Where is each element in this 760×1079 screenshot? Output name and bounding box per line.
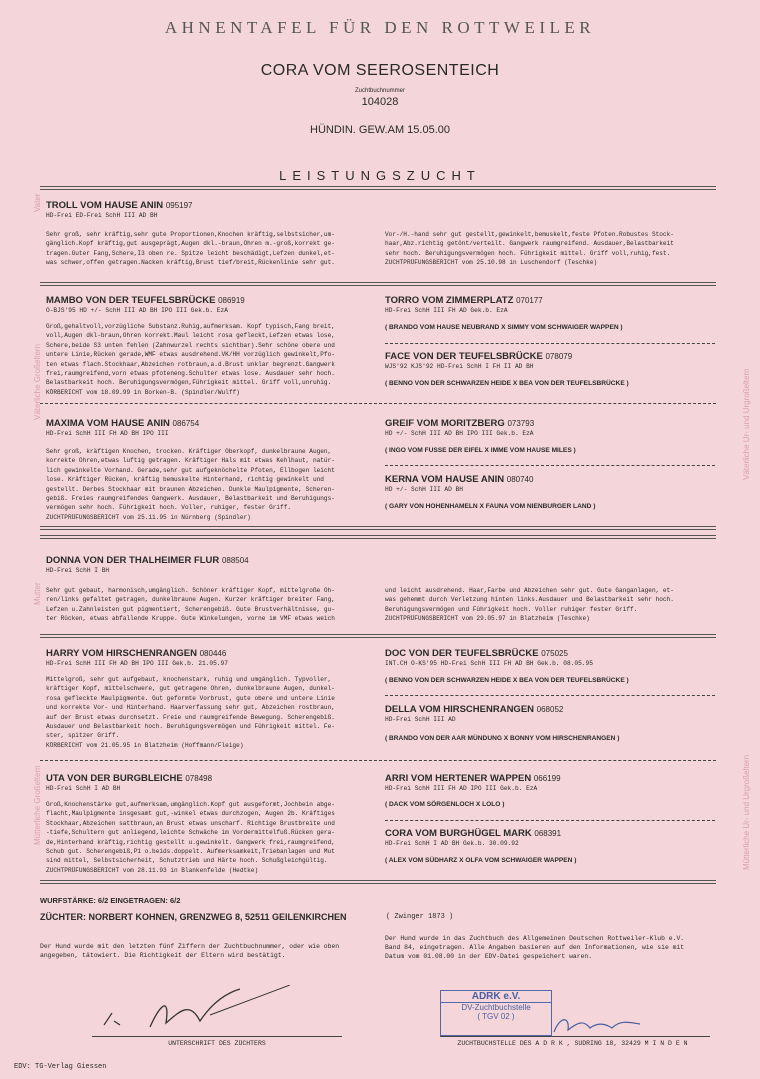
ugp4-name: KERNA VOM HAUSE ANIN 080740 xyxy=(385,474,534,485)
divider xyxy=(385,820,715,821)
ugp8-info: HD-Frei SchH I AD BH Gek.b. 30.09.92 xyxy=(385,840,519,847)
breeder-signature xyxy=(90,985,290,1035)
side-label-mother: Mutter xyxy=(33,582,42,605)
breeder: ZÜCHTER: NORBERT KOHNEN, GRENZWEG 8, 52511 GEILENKIRCHEN xyxy=(40,912,347,922)
grandsire-paternal-name: MAMBO VON DER TEUFELSBRÜCKE 086919 xyxy=(46,295,245,306)
ugp4-parents: ( GARY VON HOHENHAMELN X FAUNA VOM NIENBURGER LAND ) xyxy=(385,503,596,510)
zuchtbuch-label: Zuchtbuchnummer xyxy=(354,88,406,94)
grandsire-paternal-info: O-BJS'95 HD +/- SchH III AD BH IPO III Gek.b. EzA xyxy=(46,307,228,314)
edv-publisher: EDV: TG-Verlag Giessen xyxy=(14,1063,107,1071)
adrk-stamp: ADRK e.V. DV-Zuchtbuchstelle ( TGV 02 ) xyxy=(440,990,552,1036)
ugp5-parents: ( BENNO VON DER SCHWARZEN HEIDE X BEA VON DER TEUFELSBRÜCKE ) xyxy=(385,677,629,684)
registry-line xyxy=(440,1036,710,1037)
ugp1-name: TORRO VOM ZIMMERPLATZ 070177 xyxy=(385,295,543,306)
divider xyxy=(385,695,715,696)
ugp1-parents: ( BRANDO VOM HAUSE NEUBRAND X SIMMY VOM SCHWAIGER WAPPEN ) xyxy=(385,324,623,331)
father-name: TROLL VOM HAUSE ANIN 095197 xyxy=(46,200,193,211)
granddam-paternal-info: HD-Frei SchH III FH AD BH IPO III xyxy=(46,430,169,437)
granddam-maternal-info: HD-Frei SchH I AD BH xyxy=(46,785,121,792)
ugp3-info: HD +/- SchH III AD BH IPO III Gek.b. EzA xyxy=(385,430,534,437)
father-description-right: Vor-/H.-hand sehr gut gestellt,gewinkelt,bemuskelt,feste Pfoten.Robustes Stock- haar,Abz.richtig getönt/verteilt. Gangwerk raumgreifend. Ausdauer,Belastbarkeit sehr hoch. Beruhigungsvermögen hoch. Führigkeit mittel. Griff voll,ruhig,fest. ZUCHTPRÜFUNGSBERICHT vom 25.10.98 in Luschendorf (Teschke) xyxy=(385,231,674,267)
ugp6-info: HD-Frei SchH III AD xyxy=(385,716,456,723)
side-label-paternal-grandparents: Väterliche Großeltern xyxy=(33,343,42,420)
granddam-maternal-description: Groß,Knochenstärke gut,aufmerksam,umgänglich.Kopf gut ausgeformt,Jochbein abge- flacht,Maulpigmente insgesamt gut,-winkel etwas durchzogen, Augen 2b. Kräftiges Stockhaar,Abzeichen sattbraun,an Brust etwas unscharf. Richtige Brustbreite und -tiefe,Schultern gut anliegend,leichte Schwäche im Vordermittelfuß.Rücken gera- de,Hinterhand kräftig,richtig gestellt u.gewinkelt. Gangwerk frei,raumgreifend, Schub gut. Scherengebiß,P1 o.beids.doppelt. Aufmerksamkeit,Triebanlagen und Mut sind mittel, Selbstsicherheit, Schutztrieb und Härte hoch. Schußgleichgültig. ZUCHTPRÜFUNGSBERICHT vom 28.11.93 in Blankenfelde (Hedtke) xyxy=(46,801,335,874)
ugp6-name: DELLA VOM HIRSCHENRANGEN 068052 xyxy=(385,704,564,715)
divider xyxy=(385,343,715,344)
divider xyxy=(385,465,715,466)
tattoo-note: Der Hund wurde mit den letzten fünf Ziffern der Zuchtbuchnummer, oder wie oben angegeben, tätowiert. Die Richtigkeit der Eltern wird bestätigt. xyxy=(40,943,340,959)
divider xyxy=(40,186,716,190)
document-title: AHNENTAFEL FÜR DEN ROTTWEILER xyxy=(164,18,596,37)
zuchtbuch-number: 104028 xyxy=(361,96,399,108)
ugp4-info: HD +/- SchH III AD BH xyxy=(385,486,463,493)
divider xyxy=(40,535,716,539)
registry-signature xyxy=(548,1012,648,1036)
mother-info: HD-Frei SchH I BH xyxy=(46,567,110,574)
ugp5-name: DOC VON DER TEUFELSBRÜCKE 075025 xyxy=(385,648,568,659)
side-label-paternal-great-grandparents: Väterliche Ur- und Urgroßeltern xyxy=(742,368,751,480)
sex-and-birth: HÜNDIN. GEW.AM 15.05.00 xyxy=(310,124,450,136)
grandsire-maternal-info: HD-Frei SchH III FH AD BH IPO III Gek.b. 21.05.97 xyxy=(46,660,228,667)
grandsire-maternal-name: HARRY VOM HIRSCHENRANGEN 080446 xyxy=(46,648,227,659)
ugp2-parents: ( BENNO VON DER SCHWARZEN HEIDE X BEA VON DER TEUFELSBRÜCKE ) xyxy=(385,380,629,387)
mother-description-left: Sehr gut gebaut, harmonisch,umgänglich. Schöner kräftiger Kopf, mittelgroße Oh- ren/links gefaltet getragen, dunkelbraune Augen. Kurzer kräftiger breiter Fang, Lefzen u.Zahnleisten gut pigmentiert, Scherengebiß. Gute Brustverhältnisse, gu- ter Rücken, etwas abfallende Kruppe. Gute Winkelungen, vorne im VMF etwas weich xyxy=(46,587,335,623)
ugp2-name: FACE VON DER TEUFELSBRÜCKE 078079 xyxy=(385,351,573,362)
father-description-left: Sehr groß, sehr kräftig,sehr gute Proportionen,Knochen kräftig,selbstsicher,um- gänglich.Kopf kräftig,gut ausgeprägt,Augen dkl.-braun,Ohren m.-groß,korrekt ge- tragen.Guter Fang,Schere,I3 oben re. Spitze leicht beschädigt,Lefzen dunkel,et- was schwer,offen getragen.Nacken kräftig,Brust tief/breit,Rückenlinie sehr gut. xyxy=(46,231,335,267)
father-info: HD-Frei ED-Frei SchH III AD BH xyxy=(46,212,158,219)
litter-size: WURFSTÄRKE: 6/2 EINGETRAGEN: 6/2 xyxy=(40,896,181,905)
ugp8-name: CORA VOM BURGHÜGEL MARK 068391 xyxy=(385,828,562,839)
side-label-maternal-great-grandparents: Mütterliche Ur- und Urgroßeltern xyxy=(742,754,751,870)
granddam-paternal-name: MAXIMA VOM HAUSE ANIN 086754 xyxy=(46,418,200,429)
ugp7-name: ARRI VOM HERTENER WAPPEN 066199 xyxy=(385,773,561,784)
mother-name: DONNA VON DER THALHEIMER FLUR 088504 xyxy=(46,555,249,566)
ugp8-parents: ( ALEX VOM SÜDHARZ X OLFA VOM SCHWAIGER WAPPEN ) xyxy=(385,857,577,864)
side-label-father: Vater xyxy=(33,193,42,212)
ugp7-parents: ( DACK VOM SÖRGENLOCH X LOLO ) xyxy=(385,801,505,808)
ugp2-info: WJS'92 KJS'92 HD-Frei SchH I FH II AD BH xyxy=(385,363,534,370)
divider xyxy=(40,760,716,761)
registry-note: Der Hund wurde in das Zuchtbuch des Allgemeinen Deutschen Rottweiler-Klub e.V. Band 84, eingetragen. Alle Angaben basieren auf den Informationen, wie sie mit Datum vom 01.08.00 in der EDV-Datei gespeichert waren. xyxy=(385,935,685,960)
divider xyxy=(40,403,716,404)
dog-name: CORA VOM SEEROSENTEICH xyxy=(260,62,500,79)
section-title: LEISTUNGSZUCHT xyxy=(279,168,481,183)
ugp6-parents: ( BRANDO VON DER AAR MÜNDUNG X BONNY VOM HIRSCHENRANGEN ) xyxy=(385,735,620,742)
ugp1-info: HD-Frei SchH III FH AD Gek.b. EzA xyxy=(385,307,508,314)
grandsire-maternal-description: Mittelgroß, sehr gut aufgebaut, knochenstark, ruhig und umgänglich. Typvoller, kräftiger Kopf, mittelschwere, gut getragene Ohren, dunkelbraune Augen, dunkel- rosa gefleckte Maulpigmente. Gut geformte Vorbrust, gute obere und untere Linie und korrekte Vor- und Hinterhand. Haarverfassung sehr gut, Abzeichen rostbraun, auf der Brust etwas durchsetzt. Freie und raumgreifende Bewegung. Scherengebiß. Ausdauer und Belastbarkeit hoch. Beruhigungsvermögen und Führigkeit mittel. Fe- ster, spitzer Griff. KÖRBERICHT vom 21.05.95 in Blatzheim (Hoffmann/Fleige) xyxy=(46,676,335,749)
side-label-maternal-grandparents: Mütterliche Großeltern xyxy=(33,765,42,845)
registry-signature-label: ZUCHTBUCHSTELLE DES A D R K , SUDRING 18, 32429 M I N D E N xyxy=(457,1040,688,1047)
granddam-paternal-description: Sehr groß, kräftigen Knochen, trocken. Kräftiger Oberkopf, dunkelbraune Augen, korrekte Ohren,etwas luftig getragen. Kräftiger Hals mit etwas Kehlhaut, natür- lich gewinkelte Vorhand. Gerade,sehr gut aufgeknöchelte Pfoten, Ellbogen leicht lose. Kräftiger Rücken, kräftig bemuskelte Hinterhand, richtig gewinkelt und gestellt. Derbes Stockhaar mit braunen Abzeichen. Dunkle Maulpigmente, Scheren- gebiß. Freies raumgreifendes Gangwerk. Ausdauer, Belastbarkeit und Beruhigungs- vermögen sehr hoch. Führigkeit hoch. Voller, ruhiger, fester Griff. ZUCHTPRÜFUNGSBERICHT vom 25.11.95 in Nürnberg (Spindler) xyxy=(46,448,335,521)
divider xyxy=(40,880,716,884)
ugp3-name: GREIF VOM MORITZBERG 073793 xyxy=(385,418,535,429)
grandsire-paternal-description: Groß,gehaltvoll,vorzügliche Substanz.Ruhig,aufmerksam. Kopf typisch,Fang breit, voll,Augen dkl-braun,Ohren korrekt.Maul leicht rosa gefleckt,Lefzen etwas lose, Schere,beide S3 unten fehlen (Zahnwurzel rechts sichtbar).Sehr schöne obere und untere Linie,Rücken gerade,WMF etwas ausdrehend.VK/HH vorzüglich gewinkelt,Pfo- ten etwas flach.Stockhaar,Abzeichen rotbraun,a.d.Brust unklar begrenzt.Gangwerk frei,raumgreifend,vorn etwas pfoteneng.Schulter etwas lose. Ausdauer sehr hoch. Belastbarkeit hoch. Beruhigungsvermögen,Führigkeit mittel. Griff voll,unruhig. KÖRBERICHT vom 18.09.99 in Borken-B. (Spindler/Wulff) xyxy=(46,323,335,396)
divider xyxy=(40,282,716,286)
breeder-signature-label: UNTERSCHRIFT DES ZÜCHTERS xyxy=(168,1040,266,1047)
mother-description-right: und leicht ausdrehend. Haar,Farbe und Abzeichen sehr gut. Gute Ganganlagen, et- was gehemmt durch Verletzung hinten links.Ausdauer und Belastbarkeit sehr hoch. Beruhigungsvermögen und Führigkeit hoch. Voller ruhiger fester Griff. ZUCHTPRÜFUNGSBERICHT vom 29.05.97 in Blatzheim (Teschke) xyxy=(385,587,674,623)
ugp5-info: INT.CH O-KS'95 HD-Frei SchH III FH AD BH Gek.b. 08.05.95 xyxy=(385,660,593,667)
kennel-number: ( Zwinger 1873 ) xyxy=(386,913,454,921)
ugp7-info: HD-Frei SchH III FH AD IPO III Gek.b. EzA xyxy=(385,785,538,792)
divider xyxy=(40,634,716,638)
ugp3-parents: ( INGO VOM FUSSE DER EIFEL X IMME VOM HAUSE MILES ) xyxy=(385,447,576,454)
divider xyxy=(40,526,716,530)
granddam-maternal-name: UTA VON DER BURGBLEICHE 078498 xyxy=(46,773,213,784)
signature-line xyxy=(92,1036,342,1037)
